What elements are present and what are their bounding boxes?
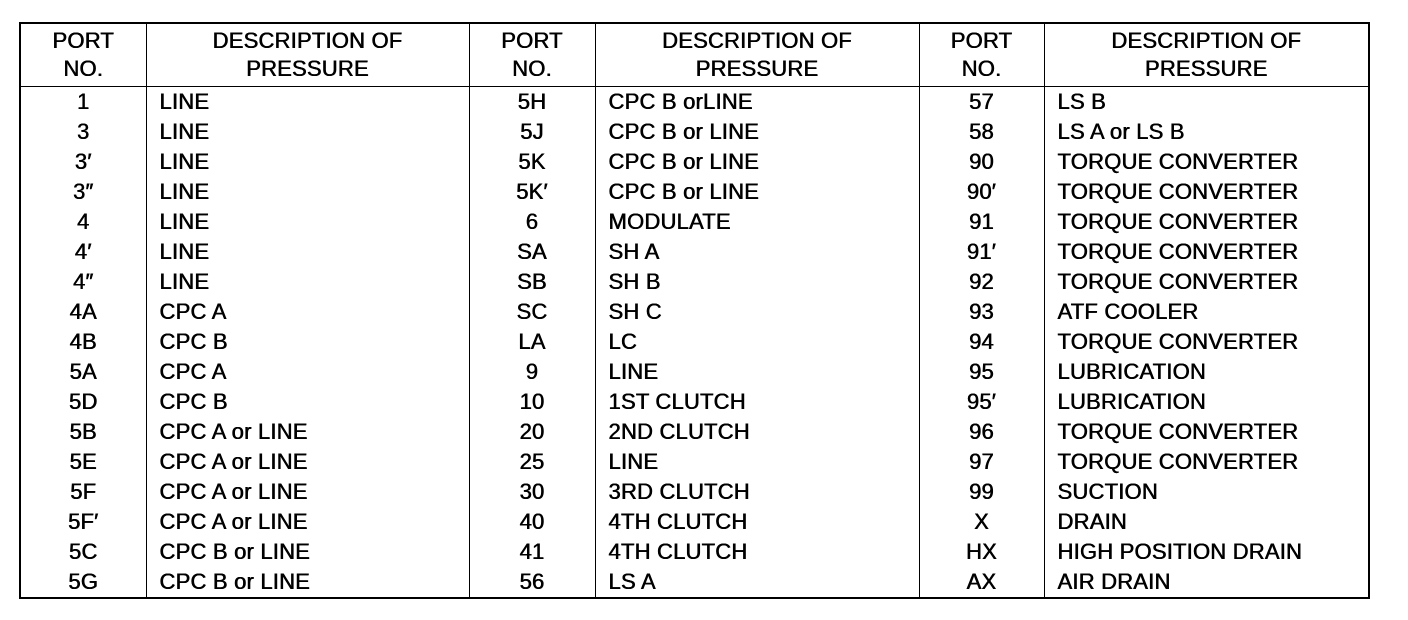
pressure-description: 3RD CLUTCH [595, 477, 919, 507]
pressure-description: LINE [146, 207, 469, 237]
pressure-description: LS B [1044, 87, 1369, 118]
port-number: 92 [919, 267, 1044, 297]
header-text: PORT [950, 28, 1013, 53]
pressure-description: ATF COOLER [1044, 297, 1369, 327]
table-row [20, 87, 1369, 118]
pressure-description: TORQUE CONVERTER [1044, 207, 1369, 237]
description-header [1044, 23, 1369, 87]
header-row [20, 23, 1369, 87]
pressure-description: CPC B [146, 387, 469, 417]
port-number: 9 [469, 357, 595, 387]
header-text: PORT [52, 28, 114, 53]
table-row [20, 537, 1369, 567]
pressure-description: CPC A or LINE [146, 507, 469, 537]
pressure-description: CPC B or LINE [595, 177, 919, 207]
header-text: NO. [512, 56, 552, 81]
pressure-description: CPC B or LINE [595, 117, 919, 147]
description-header [595, 23, 919, 87]
port-number: X [919, 507, 1044, 537]
pressure-description: CPC A or LINE [146, 417, 469, 447]
header-text: NO. [63, 56, 104, 81]
header-text: NO. [961, 56, 1002, 81]
port-pressure-table [19, 22, 1370, 599]
header-text: PRESSURE [246, 56, 369, 81]
pressure-description: LS A [595, 567, 919, 598]
port-number: 99 [919, 477, 1044, 507]
port-number: 90′ [919, 177, 1044, 207]
port-number: 4 [20, 207, 146, 237]
pressure-description: AIR DRAIN [1044, 567, 1369, 598]
header-text: PORT [501, 28, 563, 53]
port-number: 3′ [20, 147, 146, 177]
port-number: SA [469, 237, 595, 267]
pressure-description: LINE [146, 237, 469, 267]
port-number: 3 [20, 117, 146, 147]
pressure-description: CPC A or LINE [146, 477, 469, 507]
port-number: 4″ [20, 267, 146, 297]
port-number: 95′ [919, 387, 1044, 417]
table-row [20, 387, 1369, 417]
pressure-description: LINE [146, 147, 469, 177]
pressure-description: SH B [595, 267, 919, 297]
pressure-description: LUBRICATION [1044, 387, 1369, 417]
port-number: LA [469, 327, 595, 357]
port-number: 5K′ [469, 177, 595, 207]
port-number: 5E [20, 447, 146, 477]
port-number: 5G [20, 567, 146, 598]
port-number: 4B [20, 327, 146, 357]
pressure-description: CPC A [146, 297, 469, 327]
table-row [20, 177, 1369, 207]
port-number: 94 [919, 327, 1044, 357]
pressure-description: TORQUE CONVERTER [1044, 417, 1369, 447]
pressure-description: LC [595, 327, 919, 357]
table-row [20, 147, 1369, 177]
header-text: DESCRIPTION OF [662, 28, 852, 53]
port-number: 5J [469, 117, 595, 147]
port-number: 91′ [919, 237, 1044, 267]
table-header [20, 23, 1369, 87]
pressure-description: CPC B orLINE [595, 87, 919, 118]
pressure-description: CPC B or LINE [595, 147, 919, 177]
pressure-description: TORQUE CONVERTER [1044, 447, 1369, 477]
port-number: 40 [469, 507, 595, 537]
pressure-description: LINE [146, 177, 469, 207]
port-number: 5B [20, 417, 146, 447]
port-number: 5H [469, 87, 595, 118]
port-number: 5D [20, 387, 146, 417]
port-number: 90 [919, 147, 1044, 177]
pressure-description: SH A [595, 237, 919, 267]
pressure-description: HIGH POSITION DRAIN [1044, 537, 1369, 567]
table-row [20, 117, 1369, 147]
port-number: 30 [469, 477, 595, 507]
table-row [20, 567, 1369, 598]
port-number: 93 [919, 297, 1044, 327]
table-row [20, 507, 1369, 537]
pressure-description: LINE [146, 87, 469, 118]
pressure-description: CPC A [146, 357, 469, 387]
pressure-description: CPC B or LINE [146, 537, 469, 567]
pressure-description: TORQUE CONVERTER [1044, 147, 1369, 177]
header-text: DESCRIPTION OF [212, 28, 403, 53]
header-text: PRESSURE [1144, 56, 1268, 81]
description-header [146, 23, 469, 87]
pressure-description: 4TH CLUTCH [595, 537, 919, 567]
pressure-description: TORQUE CONVERTER [1044, 327, 1369, 357]
port-number: 25 [469, 447, 595, 477]
table-row [20, 357, 1369, 387]
port-number: 5A [20, 357, 146, 387]
pressure-description: 4TH CLUTCH [595, 507, 919, 537]
table-row [20, 417, 1369, 447]
pressure-description: LINE [146, 267, 469, 297]
pressure-description: DRAIN [1044, 507, 1369, 537]
port-number: 91 [919, 207, 1044, 237]
pressure-description: TORQUE CONVERTER [1044, 237, 1369, 267]
pressure-description: CPC B [146, 327, 469, 357]
table-row [20, 327, 1369, 357]
port-number: 58 [919, 117, 1044, 147]
port-number: 6 [469, 207, 595, 237]
table-row [20, 267, 1369, 297]
port-no-header [20, 23, 146, 87]
port-number: 5F′ [20, 507, 146, 537]
port-number: 56 [469, 567, 595, 598]
port-number: 20 [469, 417, 595, 447]
table-row [20, 237, 1369, 267]
port-no-header [469, 23, 595, 87]
pressure-description: 1ST CLUTCH [595, 387, 919, 417]
port-no-header [919, 23, 1044, 87]
header-text: PRESSURE [695, 56, 819, 81]
pressure-description: CPC A or LINE [146, 447, 469, 477]
pressure-description: SUCTION [1044, 477, 1369, 507]
pressure-description: 2ND CLUTCH [595, 417, 919, 447]
port-number: 3″ [20, 177, 146, 207]
pressure-description: TORQUE CONVERTER [1044, 177, 1369, 207]
pressure-description: SH C [595, 297, 919, 327]
table-row [20, 297, 1369, 327]
pressure-description: MODULATE [595, 207, 919, 237]
pressure-description: LINE [595, 357, 919, 387]
port-number: 5C [20, 537, 146, 567]
pressure-description: LINE [595, 447, 919, 477]
port-number: 4A [20, 297, 146, 327]
pressure-description: CPC B or LINE [146, 567, 469, 598]
port-number: 1 [20, 87, 146, 118]
port-number: 5K [469, 147, 595, 177]
table-body [20, 87, 1369, 599]
port-number: AX [919, 567, 1044, 598]
port-number: 10 [469, 387, 595, 417]
pressure-description: LS A or LS B [1044, 117, 1369, 147]
port-number: HX [919, 537, 1044, 567]
port-number: 57 [919, 87, 1044, 118]
pressure-description: LINE [146, 117, 469, 147]
port-number: 5F [20, 477, 146, 507]
port-number: 41 [469, 537, 595, 567]
header-text: DESCRIPTION OF [1111, 28, 1302, 53]
port-number: 95 [919, 357, 1044, 387]
port-number: 97 [919, 447, 1044, 477]
pressure-description: TORQUE CONVERTER [1044, 267, 1369, 297]
pressure-description: LUBRICATION [1044, 357, 1369, 387]
port-number: SB [469, 267, 595, 297]
port-number: 96 [919, 417, 1044, 447]
port-number: 4′ [20, 237, 146, 267]
table-row [20, 447, 1369, 477]
table-row [20, 477, 1369, 507]
port-number: SC [469, 297, 595, 327]
table-row [20, 207, 1369, 237]
